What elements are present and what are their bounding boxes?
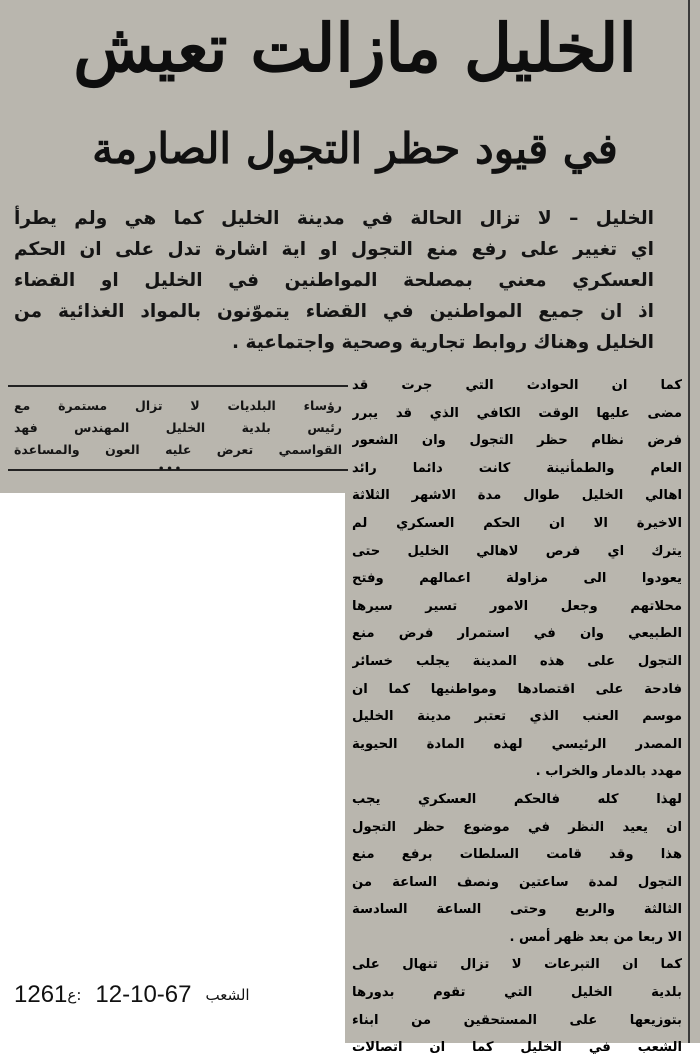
column-line: كما ان الحوادث التي جرت قد bbox=[352, 378, 682, 393]
lead-line: الخليل – لا تزال الحالة في مدينة الخليل كما هي ولم يطرأ bbox=[14, 208, 654, 229]
caption-date: 12-10-67 bbox=[95, 981, 192, 1008]
box-line: رئيس بلدية الخليل المهندس فهد bbox=[14, 420, 342, 435]
column-line: بلدية الخليل التي تقوم بدورها bbox=[352, 985, 682, 1001]
column-line: الاخيرة الا ان الحكم العسكري لم bbox=[352, 515, 682, 531]
column-line: كما ان التبرعات لا تزال تنهال على bbox=[352, 957, 682, 973]
column-line: يعودوا الى مزاولة اعمالهم وفتح bbox=[352, 571, 682, 587]
column-line: التجول لمدة ساعتين ونصف الساعة من bbox=[352, 874, 682, 890]
column-line: هذا وقد قامت السلطات برفع منع bbox=[352, 847, 682, 863]
lead-line: اي تغيير على رفع منع التجول او اية اشارة تدل على ان الحكم bbox=[14, 239, 654, 260]
lead-line: الخليل وهناك روابط تجارية وصحية واجتماعية . bbox=[232, 332, 654, 353]
column-line: العام والطمأنينة كانت دائما رائد bbox=[352, 460, 682, 476]
headline: الخليل مازالت تعيش bbox=[73, 9, 637, 87]
box-ornament: ••• bbox=[158, 464, 184, 475]
lead-line: العسكري معني بمصلحة المواطنين في الخليل او القضاء bbox=[14, 270, 654, 291]
column-line: المصدر الرئيسي لهذه المادة الحيوية bbox=[352, 736, 682, 752]
column-line: التجول على هذه المدينة يجلب خسائر bbox=[352, 653, 682, 669]
column-line: اهالي الخليل طوال مدة الاشهر الثلاثة bbox=[352, 488, 682, 504]
column-line: الا ربعا من بعد ظهر أمس . bbox=[509, 929, 682, 945]
column-line: فادحة على اقتصادها ومواطنيها كما ان bbox=[352, 681, 682, 697]
column-line: يترك اي فرص لاهالي الخليل حتى bbox=[352, 543, 682, 559]
box-line: رؤساء البلديات لا تزال مستمرة مع bbox=[14, 398, 342, 413]
archive-caption bbox=[14, 975, 324, 1015]
column-line: الثالثة والربع وحتى الساعة السادسة bbox=[352, 902, 682, 918]
column-line: موسم العنب الذي تعتبر مدينة الخليل bbox=[352, 709, 682, 725]
column-line: بتوزيعها على المستحقين من ابناء bbox=[352, 1012, 682, 1028]
lead-paragraph bbox=[14, 203, 654, 358]
box-line: القواسمي تعرض عليه العون والمساعدة bbox=[14, 442, 342, 457]
body-column bbox=[352, 372, 682, 1062]
column-line: فرض نظام حظر التجول وان الشعور bbox=[352, 433, 682, 449]
column-line: مضى عليها الوقت الكافي الذي قد يبرر bbox=[352, 405, 682, 421]
column-line: الشعب في الخليل كما ان اتصالات bbox=[352, 1040, 682, 1056]
sidebar-box bbox=[8, 385, 348, 475]
caption-issue-mark: ع: bbox=[67, 986, 82, 1004]
lead-line: اذ ان جميع المواطنين في القضاء يتموّنون بالمواد الغذائية من bbox=[14, 301, 654, 322]
column-line: مهدد بالدمار والخراب . bbox=[535, 764, 682, 780]
column-rule-lower bbox=[688, 493, 690, 1043]
column-line: لهذا كله فالحكم العسكري يجب bbox=[352, 791, 682, 807]
caption-source: الشعب bbox=[205, 986, 250, 1004]
column-rule bbox=[688, 0, 690, 493]
caption-number: 1261 bbox=[14, 981, 68, 1008]
column-line: محلاتهم وجعل الامور تسير سيرها bbox=[352, 598, 682, 614]
column-line: الطبيعي وان في استمرار فرض منع bbox=[352, 626, 682, 642]
column-line: ان يعيد النظر في موضوع حظر التجول bbox=[352, 819, 682, 835]
subheadline: في قيود حظر التجول الصارمة bbox=[92, 124, 618, 173]
